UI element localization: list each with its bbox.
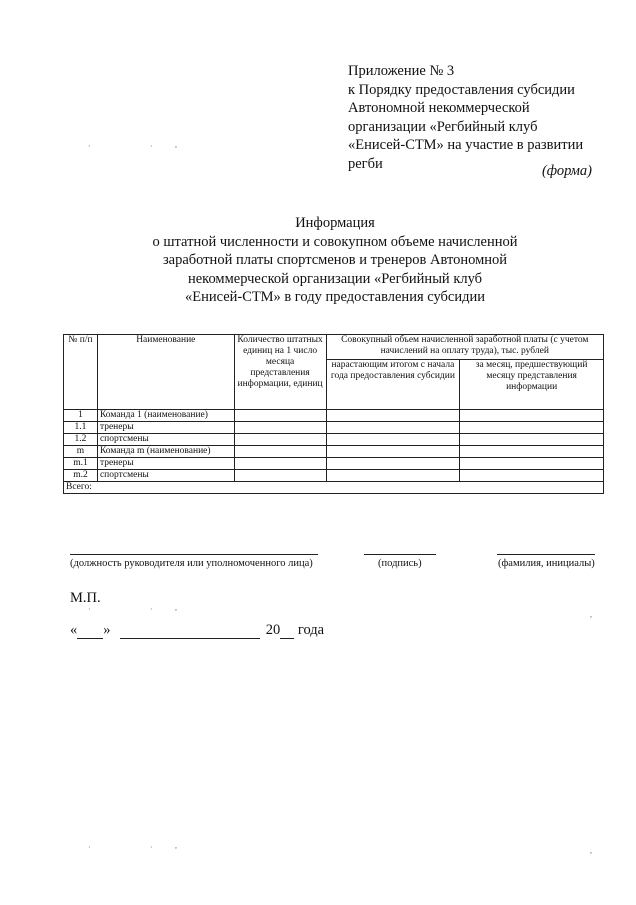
date-line	[70, 622, 324, 639]
scan-speckle: ,	[590, 610, 592, 619]
stamp-place: М.П.	[70, 590, 101, 606]
annex-line: регби	[348, 155, 383, 172]
signature-line	[364, 554, 436, 555]
row-name: спортсмены	[97, 470, 234, 482]
header-name: Наименование	[97, 335, 234, 410]
cell-count	[234, 410, 326, 422]
annex-line: организации «Регбийный клуб	[348, 118, 538, 135]
cell-prev-month	[460, 470, 604, 482]
row-name: тренеры	[97, 458, 234, 470]
scan-speckle: ·	[88, 843, 91, 852]
row-num: 1.1	[64, 422, 98, 434]
total-row	[64, 482, 604, 494]
table-row	[64, 434, 604, 446]
cell-prev-month	[460, 446, 604, 458]
cell-count	[234, 458, 326, 470]
annex-line: Приложение № 3	[348, 63, 455, 79]
row-num: 1.2	[64, 434, 98, 446]
total-label: Всего:	[64, 482, 604, 494]
table-row	[64, 458, 604, 470]
annex-block	[348, 62, 608, 173]
annex-line: Автономной некоммерческой	[348, 100, 530, 116]
title-line: Информация	[295, 215, 375, 231]
cell-count	[234, 446, 326, 458]
form-label: (форма)	[541, 163, 592, 179]
cell-count	[234, 434, 326, 446]
row-name: Команда m (наименование)	[97, 446, 234, 458]
scan-speckle: ,	[175, 140, 177, 149]
year-suffix: года	[297, 622, 325, 638]
scan-speckle: ,	[590, 846, 592, 855]
month-blank	[120, 624, 260, 639]
cell-cumulative	[326, 446, 460, 458]
header-num: № п/п	[64, 335, 98, 410]
close-quote: »	[103, 622, 111, 638]
table-row	[64, 446, 604, 458]
header-total: Совокупный объем начисленной заработной платы (с учетом начислений на оплату труда), тыс. рублей	[326, 335, 603, 360]
row-num: 1	[64, 410, 98, 422]
cell-prev-month	[460, 422, 604, 434]
scan-speckle: ·	[150, 142, 153, 151]
signature-caption: (подпись)	[378, 558, 422, 569]
row-num: m	[64, 446, 98, 458]
header-count: Количество штатных единиц на 1 число месяца представления информации, единиц	[234, 335, 326, 410]
cell-cumulative	[326, 410, 460, 422]
position-caption: (должность руководителя или уполномоченного лица)	[70, 558, 313, 569]
cell-cumulative	[326, 422, 460, 434]
scan-speckle: ·	[150, 843, 153, 852]
info-table	[63, 334, 604, 494]
row-num: m.1	[64, 458, 98, 470]
cell-count	[234, 470, 326, 482]
scan-speckle: ·	[88, 142, 91, 151]
year-blank	[280, 624, 294, 639]
scan-speckle: ,	[175, 603, 177, 612]
cell-prev-month	[460, 458, 604, 470]
cell-cumulative	[326, 458, 460, 470]
annex-line: к Порядку предоставления субсидии	[348, 81, 575, 98]
document-title	[100, 214, 570, 307]
row-name: тренеры	[97, 422, 234, 434]
cell-prev-month	[460, 434, 604, 446]
scan-speckle: ·	[150, 605, 153, 614]
header-prev-month: за месяц, предшествующий месяцу представления информации	[460, 360, 604, 410]
header-cumulative: нарастающим итогом с начала года предоставления субсидии	[326, 360, 460, 410]
row-num: m.2	[64, 470, 98, 482]
cell-count	[234, 422, 326, 434]
title-line: заработной платы спортсменов и тренеров Автономной	[162, 252, 508, 268]
cell-prev-month	[460, 410, 604, 422]
title-line: «Енисей-СТМ» в году предоставления субсидии	[184, 289, 486, 305]
cell-cumulative	[326, 434, 460, 446]
open-quote: «	[70, 622, 78, 638]
table-row	[64, 470, 604, 482]
scan-speckle: ·	[88, 605, 91, 614]
title-line: о штатной численности и совокупном объеме начисленной	[152, 233, 518, 250]
table-row	[64, 410, 604, 422]
annex-line: «Енисей-СТМ» на участие в развитии	[348, 137, 584, 153]
year-prefix: 20	[265, 622, 281, 638]
name-caption: (фамилия, инициалы)	[498, 558, 595, 569]
name-line	[497, 554, 595, 555]
table-row	[64, 422, 604, 434]
row-name: спортсмены	[97, 434, 234, 446]
day-blank	[77, 624, 103, 639]
cell-cumulative	[326, 470, 460, 482]
scan-speckle: ,	[175, 841, 177, 850]
title-line: некоммерческой организации «Регбийный клуб	[187, 270, 483, 287]
position-line	[70, 554, 318, 555]
row-name: Команда 1 (наименование)	[97, 410, 234, 422]
